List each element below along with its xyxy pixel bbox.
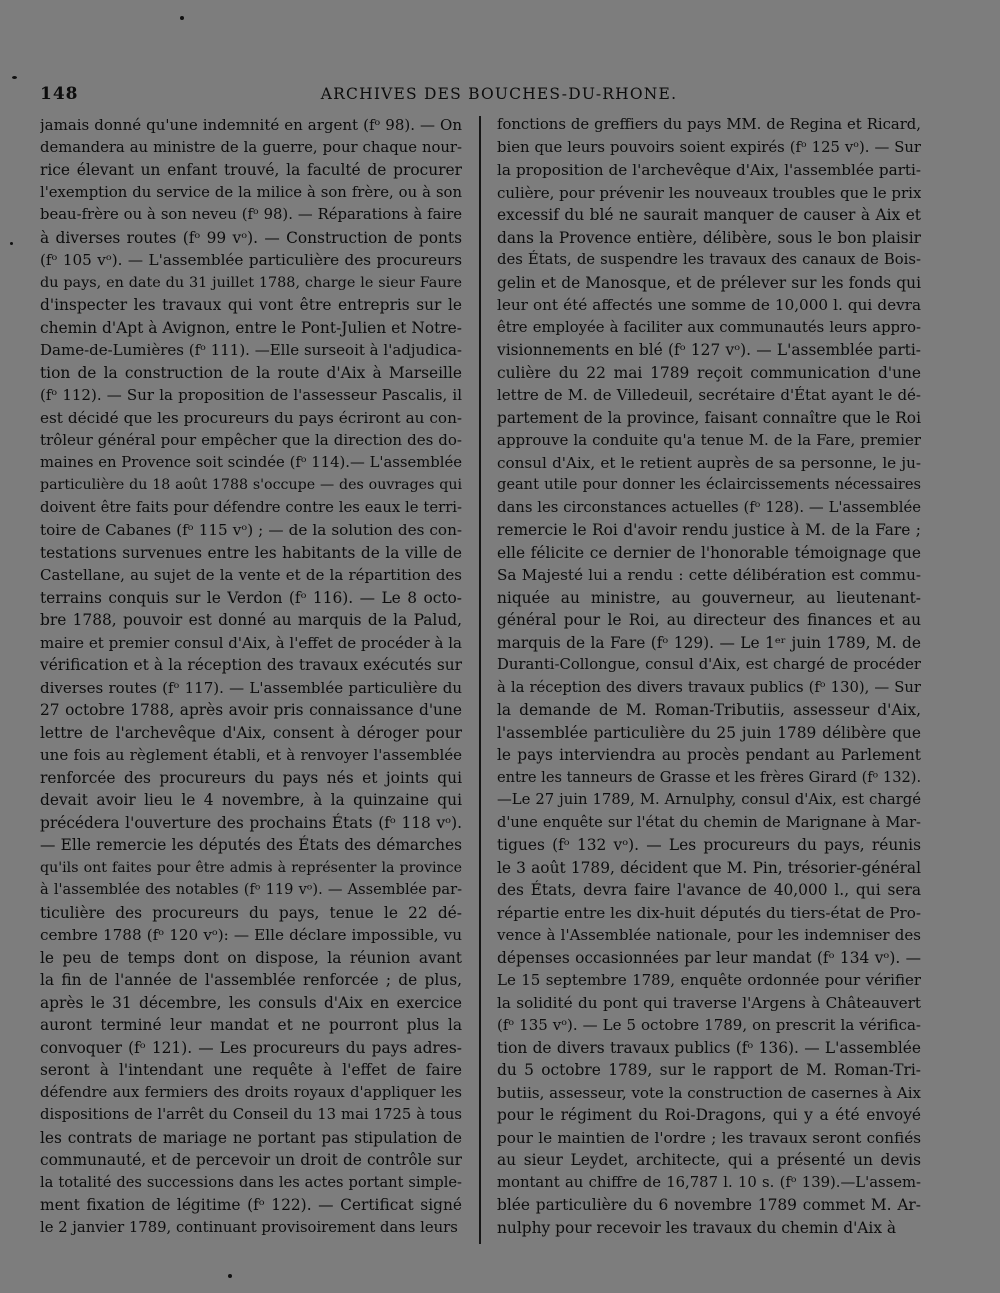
text-line: auront terminé leur mandat et ne pourront plus la [40, 1016, 462, 1034]
text-line: elle félicite ce dernier de l'honorable témoignage que [497, 543, 921, 562]
text-line: butiis, assesseur, vote la construction de casernes à Aix [497, 1083, 921, 1102]
text-line: vérification et à la réception des travaux exécutés sur [40, 656, 462, 674]
text-line: lettre de M. de Villedeuil, secrétaire d'État ayant le dé- [497, 386, 921, 404]
text-line: doivent être faits pour défendre contre les eaux le terri- [40, 498, 462, 516]
page-header [40, 84, 958, 108]
scan-speck [12, 76, 17, 79]
text-line: d'inspecter les travaux qui vont être entrepris sur le [40, 296, 462, 314]
text-line: défendre aux fermiers des droits royaux d'appliquer les [40, 1083, 462, 1101]
text-line: pour le régiment du Roi-Dragons, qui y a été envoyé [497, 1106, 921, 1124]
text-line: bien que leurs pouvoirs soient expirés (fᵒ 125 vᵒ). — Sur [497, 138, 921, 156]
column-rule [479, 116, 481, 1244]
text-line: la fin de l'année de l'assemblée renforcée ; de plus, [40, 971, 462, 989]
text-line: nulphy pour recevoir les travaux du chemin d'Aix à [497, 1218, 897, 1237]
text-line: particulière du 18 août 1788 s'occupe — des ouvrages qui [40, 477, 462, 493]
text-line: tigues (fᵒ 132 vᵒ). — Les procureurs du pays, réunis [497, 836, 921, 854]
text-line: ticulière des procureurs du pays, tenue le 22 dé- [40, 903, 462, 922]
text-line: jamais donné qu'une indemnité en argent (fᵒ 98). — On [40, 116, 462, 134]
text-line: demandera au ministre de la guerre, pour chaque nour- [40, 138, 462, 156]
scan-speck [180, 16, 184, 20]
text-line: général pour le Roi, au directeur des finances et au [497, 611, 921, 629]
text-line: Sa Majesté lui a rendu : cette délibération est commu- [497, 566, 921, 584]
text-line: maire et premier consul d'Aix, à l'effet de procéder à la [40, 633, 462, 652]
text-line: —Le 27 juin 1789, M. Arnulphy, consul d'Aix, est chargé [497, 791, 921, 808]
text-line: les contrats de mariage ne portant pas stipulation de [40, 1128, 462, 1147]
text-line: excessif du blé ne saurait manquer de causer à Aix et [497, 206, 921, 224]
text-line: dans les circonstances actuelles (fᵒ 128). — L'assemblée [497, 498, 921, 516]
text-line: d'une enquête sur l'état du chemin de Marignane à Mar- [497, 813, 921, 831]
text-line: seront à l'intendant une requête à l'effet de faire [40, 1061, 462, 1079]
text-line: est décidé que les procureurs du pays écriront au con- [40, 408, 462, 427]
text-line: être employée à faciliter aux communautés leurs appro- [497, 318, 921, 336]
scan-speck [228, 1274, 232, 1278]
text-line: la totalité des successions dans les actes portant simple- [40, 1173, 462, 1191]
text-line: montant au chiffre de 16,787 l. 10 s. (fᵒ 139).—L'assem- [497, 1173, 921, 1191]
text-line: convoquer (fᵒ 121). — Les procureurs du pays adres- [40, 1038, 462, 1057]
text-line: pour le maintien de l'ordre ; les travaux seront confiés [497, 1128, 921, 1147]
text-line: (fᵒ 112). — Sur la proposition de l'assesseur Pascalis, il [40, 386, 462, 404]
text-line: leur ont été affectés une somme de 10,000 l. qui devra [497, 296, 921, 314]
text-line: testations survenues entre les habitants de la ville de [40, 543, 462, 562]
text-line: qu'ils ont faites pour être admis à représenter la province [40, 859, 462, 876]
text-line: consul d'Aix, et le retient auprès de sa personne, le ju- [497, 453, 921, 472]
text-line: la demande de M. Roman-Tributiis, assesseur d'Aix, [497, 701, 921, 719]
text-line: l'assemblée particulière du 25 juin 1789 délibère que [497, 723, 921, 742]
text-line: le 2 janvier 1789, continuant provisoirement dans leurs [40, 1218, 458, 1236]
text-line: diverses routes (fᵒ 117). — L'assemblée particulière du [40, 678, 462, 697]
text-line: Le 15 septembre 1789, enquête ordonnée pour vérifier [497, 971, 921, 989]
text-line: tion de la construction de la route d'Aix à Marseille [40, 363, 462, 382]
text-line: dépenses occasionnées par leur mandat (fᵒ 134 vᵒ). — [497, 948, 921, 967]
text-line: niquée au ministre, au gouverneur, au lieutenant- [497, 588, 921, 607]
text-line: Duranti-Collongue, consul d'Aix, est chargé de procéder [497, 656, 921, 673]
text-line: précédera l'ouverture des prochains États (fᵒ 118 vᵒ). [40, 813, 462, 832]
text-line: chemin d'Apt à Avignon, entre le Pont-Julien et Notre- [40, 318, 462, 337]
right-column [497, 114, 921, 1244]
text-line: la proposition de l'archevêque d'Aix, l'assemblée parti- [497, 161, 921, 179]
text-line: le 3 août 1789, décident que M. Pin, trésorier-général [497, 858, 921, 877]
scan-speck [10, 242, 13, 245]
text-line: rice élevant un enfant trouvé, la faculté de procurer [40, 161, 462, 179]
text-line: à la réception des divers travaux publics (fᵒ 130), — Sur [497, 678, 921, 696]
text-line: des États, de suspendre les travaux des canaux de Bois- [497, 251, 921, 268]
text-line: maines en Provence soit scindée (fᵒ 114).— L'assemblée [40, 453, 462, 471]
text-line: visionnements en blé (fᵒ 127 vᵒ). — L'assemblée parti- [497, 341, 921, 359]
text-line: Castellane, au sujet de la vente et de la répartition des [40, 566, 462, 584]
text-line: cembre 1788 (fᵒ 120 vᵒ): — Elle déclare impossible, vu [40, 926, 462, 944]
text-line: répartie entre les dix-huit députés du tiers-état de Pro- [497, 903, 921, 922]
text-line: approuve la conduite qu'a tenue M. de la Fare, premier [497, 431, 921, 449]
text-line: le peu de temps dont on dispose, la réunion avant [40, 948, 462, 967]
text-line: après le 31 décembre, les consuls d'Aix en exercice [40, 993, 462, 1012]
text-line: du pays, en date du 31 juillet 1788, charge le sieur Faure [40, 274, 462, 291]
text-line: du 5 octobre 1789, sur le rapport de M. Roman-Tri- [497, 1061, 921, 1079]
left-column [40, 114, 462, 1244]
text-line: la solidité du pont qui traverse l'Argens à Châteauvert [497, 993, 921, 1012]
text-line: (fᵒ 105 vᵒ). — L'assemblée particulière des procureurs [40, 251, 462, 269]
text-line: gelin et de Manosque, et de prélever sur les fonds qui [497, 273, 921, 292]
text-line: (fᵒ 135 vᵒ). — Le 5 octobre 1789, on prescrit la vérifica- [497, 1016, 921, 1034]
text-line: geant utile pour donner les éclaircissements nécessaires [497, 476, 921, 493]
text-line: bre 1788, pouvoir est donné au marquis de la Palud, [40, 611, 462, 629]
text-line: fonctions de greffiers du pays MM. de Regina et Ricard, [497, 116, 921, 133]
text-line: remercie le Roi d'avoir rendu justice à M. de la Fare ; [497, 521, 921, 539]
text-line: vence à l'Assemblée nationale, pour les indemniser des [497, 926, 921, 944]
text-line: lettre de l'archevêque d'Aix, consent à déroger pour [40, 723, 462, 742]
text-line: à l'assemblée des notables (fᵒ 119 vᵒ). — Assemblée par- [40, 881, 462, 898]
text-line: terrains conquis sur le Verdon (fᵒ 116). — Le 8 octo- [40, 588, 462, 607]
page-number: 148 [40, 84, 79, 104]
text-line: le pays interviendra au procès pendant au Parlement [497, 746, 921, 764]
text-line: partement de la province, faisant connaître que le Roi [497, 408, 921, 427]
text-line: 27 octobre 1788, après avoir pris connaissance d'une [40, 701, 462, 719]
text-line: devait avoir lieu le 4 novembre, à la quinzaine qui [40, 791, 462, 809]
text-line: entre les tanneurs de Grasse et les frères Girard (fᵒ 132). [497, 768, 921, 786]
text-line: trôleur général pour empêcher que la direction des do- [40, 431, 462, 449]
text-line: communauté, et de percevoir un droit de contrôle sur [40, 1151, 462, 1169]
text-line: l'exemption du service de la milice à son frère, ou à son [40, 183, 462, 201]
text-line: une fois au règlement établi, et à renvoyer l'assemblée [40, 746, 462, 764]
text-line: dispositions de l'arrêt du Conseil du 13 mai 1725 à tous [40, 1106, 462, 1123]
text-line: blée particulière du 6 novembre 1789 commet M. Ar- [497, 1196, 921, 1214]
text-line: toire de Cabanes (fᵒ 115 vᵒ) ; — de la solution des con- [40, 521, 462, 539]
text-line: beau-frère ou à son neveu (fᵒ 98). — Réparations à faire [40, 206, 462, 223]
text-line: — Elle remercie les députés des États des démarches [40, 836, 462, 854]
text-line: renforcée des procureurs du pays nés et joints qui [40, 768, 462, 787]
text-line: marquis de la Fare (fᵒ 129). — Le 1ᵉʳ juin 1789, M. de [497, 633, 921, 652]
text-line: tion de divers travaux publics (fᵒ 136). — L'assemblée [497, 1038, 921, 1057]
text-line: culière du 22 mai 1789 reçoit communication d'une [497, 363, 921, 382]
text-line: dans la Provence entière, délibère, sous le bon plaisir [497, 228, 921, 247]
text-line: Dame-de-Lumières (fᵒ 111). —Elle surseoit à l'adjudica- [40, 341, 462, 359]
text-line: culière, pour prévenir les nouveaux troubles que le prix [497, 183, 921, 202]
text-line: au sieur Leydet, architecte, qui a présenté un devis [497, 1151, 921, 1169]
text-line: ment fixation de légitime (fᵒ 122). — Certificat signé [40, 1196, 462, 1214]
text-line: des États, devra faire l'avance de 40,000 l., qui sera [497, 881, 921, 899]
text-line: à diverses routes (fᵒ 99 vᵒ). — Construction de ponts [40, 228, 462, 247]
running-title: ARCHIVES DES BOUCHES-DU-RHONE. [320, 85, 678, 103]
